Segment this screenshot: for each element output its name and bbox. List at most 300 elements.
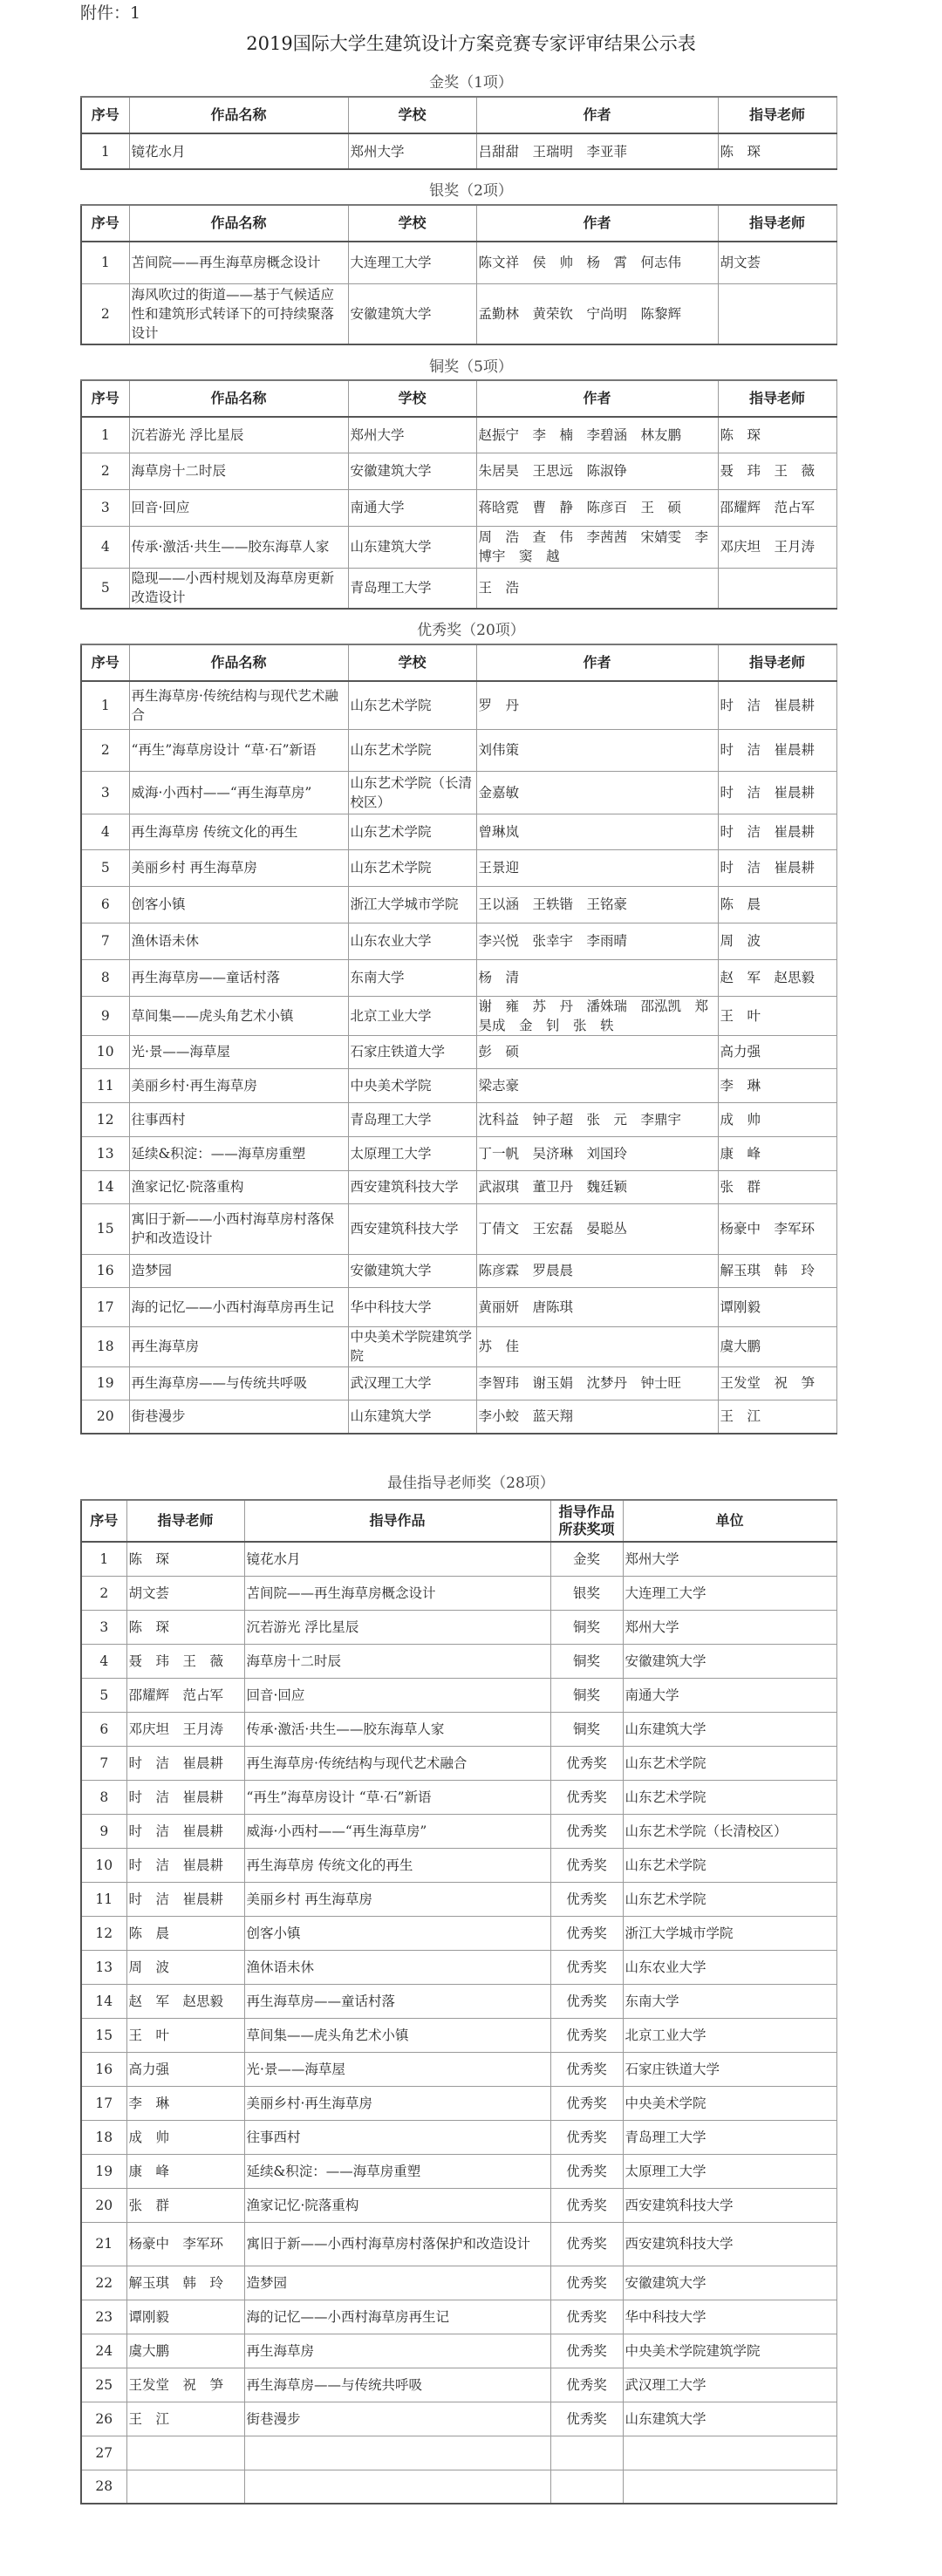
cell-authors: 丁倩文 王宏磊 晏聪丛 bbox=[476, 1203, 718, 1254]
cell-no: 6 bbox=[81, 1712, 126, 1746]
cell-mentor: 康 峰 bbox=[718, 1136, 836, 1170]
cell-mentor: 高力强 bbox=[718, 1035, 836, 1068]
cell-mentor bbox=[126, 2470, 244, 2504]
col-header-mentor: 指导老师 bbox=[126, 1500, 244, 1542]
cell-no: 9 bbox=[81, 1814, 126, 1848]
cell-mentor: 成 帅 bbox=[718, 1102, 836, 1136]
table-row bbox=[81, 1366, 836, 1400]
cell-work: 传承·激活·共生——胶东海草人家 bbox=[244, 1712, 550, 1746]
cell-mentor: 胡文荟 bbox=[126, 1576, 244, 1610]
cell-mentor: 解玉琪 韩 玲 bbox=[718, 1254, 836, 1287]
cell-work: 再生海草房——童话村落 bbox=[244, 1984, 550, 2018]
table-row bbox=[81, 417, 836, 453]
bronze-section-label: 铜奖（5项） bbox=[429, 358, 513, 376]
cell-authors: 黄丽妍 唐陈琪 bbox=[476, 1287, 718, 1326]
table-row bbox=[81, 849, 836, 886]
col-header-authors: 作者 bbox=[476, 644, 718, 681]
cell-work: 往事西村 bbox=[129, 1102, 348, 1136]
cell-no: 4 bbox=[81, 814, 129, 849]
cell-no: 3 bbox=[81, 1610, 126, 1644]
cell-work: 回音·回应 bbox=[129, 489, 348, 526]
table-row bbox=[81, 283, 836, 344]
cell-school: 西安建筑科技大学 bbox=[348, 1203, 476, 1254]
cell-award: 优秀奖 bbox=[550, 2334, 623, 2368]
cell-work: 威海·小西村——“再生海草房” bbox=[244, 1814, 550, 1848]
cell-mentor: 赵 军 赵思毅 bbox=[126, 1984, 244, 2018]
cell-work: 草间集——虎头角艺术小镇 bbox=[129, 996, 348, 1035]
cell-school: 郑州大学 bbox=[348, 417, 476, 453]
cell-work: 再生海草房——与传统共呼吸 bbox=[129, 1366, 348, 1400]
table-row bbox=[81, 1326, 836, 1366]
cell-school: 中央美术学院建筑学院 bbox=[348, 1326, 476, 1366]
cell-mentor: 高力强 bbox=[126, 2052, 244, 2086]
cell-mentor bbox=[718, 283, 836, 344]
cell-no: 13 bbox=[81, 1136, 129, 1170]
cell-no: 28 bbox=[81, 2470, 126, 2504]
cell-no: 15 bbox=[81, 2018, 126, 2052]
cell-mentor: 解玉琪 韩 玲 bbox=[126, 2266, 244, 2300]
cell-work: 街巷漫步 bbox=[244, 2402, 550, 2436]
cell-mentor: 谭刚毅 bbox=[126, 2300, 244, 2334]
col-header-no: 序号 bbox=[81, 644, 129, 681]
cell-school: 青岛理工大学 bbox=[348, 1102, 476, 1136]
table-row bbox=[81, 2086, 836, 2120]
cell-award: 优秀奖 bbox=[550, 2052, 623, 2086]
cell-authors: 李小蛟 蓝天翔 bbox=[476, 1400, 718, 1434]
cell-award: 优秀奖 bbox=[550, 2402, 623, 2436]
cell-unit: 山东艺术学院 bbox=[623, 1780, 836, 1814]
cell-no: 11 bbox=[81, 1882, 126, 1916]
cell-unit: 山东农业大学 bbox=[623, 1950, 836, 1984]
cell-mentor: 时 洁 崔晨耕 bbox=[126, 1848, 244, 1882]
cell-school: 山东建筑大学 bbox=[348, 526, 476, 568]
cell-mentor: 张 群 bbox=[126, 2188, 244, 2222]
cell-work: 寓旧于新——小西村海草房村落保护和改造设计 bbox=[129, 1203, 348, 1254]
cell-no: 27 bbox=[81, 2436, 126, 2470]
cell-school: 西安建筑科技大学 bbox=[348, 1170, 476, 1203]
cell-authors: 梁志豪 bbox=[476, 1068, 718, 1102]
cell-work: 再生海草房——童话村落 bbox=[129, 959, 348, 996]
cell-unit: 山东艺术学院 bbox=[623, 1746, 836, 1780]
cell-mentor: 陈 琛 bbox=[718, 133, 836, 169]
cell-work: 再生海草房 bbox=[244, 2334, 550, 2368]
cell-mentor: 时 洁 崔晨耕 bbox=[718, 729, 836, 771]
cell-work: 草间集——虎头角艺术小镇 bbox=[244, 2018, 550, 2052]
cell-no: 2 bbox=[81, 1576, 126, 1610]
table-row bbox=[81, 1254, 836, 1287]
table-row bbox=[81, 1712, 836, 1746]
cell-unit: 山东建筑大学 bbox=[623, 2402, 836, 2436]
cell-unit: 青岛理工大学 bbox=[623, 2120, 836, 2154]
table-row bbox=[81, 2154, 836, 2188]
cell-award: 优秀奖 bbox=[550, 1882, 623, 1916]
cell-no: 4 bbox=[81, 1644, 126, 1678]
cell-school: 山东艺术学院（长清校区） bbox=[348, 771, 476, 814]
cell-unit: 东南大学 bbox=[623, 1984, 836, 2018]
cell-unit: 山东艺术学院 bbox=[623, 1882, 836, 1916]
cell-award: 优秀奖 bbox=[550, 2222, 623, 2266]
silver-section-label: 银奖（2项） bbox=[429, 182, 513, 200]
table-row bbox=[81, 1984, 836, 2018]
cell-no: 18 bbox=[81, 2120, 126, 2154]
cell-no: 17 bbox=[81, 2086, 126, 2120]
cell-work bbox=[244, 2436, 550, 2470]
cell-award: 优秀奖 bbox=[550, 1950, 623, 1984]
cell-mentor: 胡文荟 bbox=[718, 242, 836, 283]
cell-unit bbox=[623, 2470, 836, 2504]
cell-no: 7 bbox=[81, 1746, 126, 1780]
cell-work: 海草房十二时辰 bbox=[129, 453, 348, 489]
cell-no: 15 bbox=[81, 1203, 129, 1254]
cell-award: 优秀奖 bbox=[550, 2188, 623, 2222]
cell-authors: 曾琳岚 bbox=[476, 814, 718, 849]
cell-award: 银奖 bbox=[550, 1576, 623, 1610]
cell-mentor: 时 洁 崔晨耕 bbox=[718, 849, 836, 886]
cell-unit: 华中科技大学 bbox=[623, 2300, 836, 2334]
cell-award: 铜奖 bbox=[550, 1644, 623, 1678]
cell-award: 优秀奖 bbox=[550, 2154, 623, 2188]
col-header-mentor: 指导老师 bbox=[718, 97, 836, 133]
cell-authors: 李智玮 谢玉娟 沈梦丹 钟士旺 bbox=[476, 1366, 718, 1400]
cell-no: 2 bbox=[81, 453, 129, 489]
cell-work: 沉若游光 浮比星辰 bbox=[129, 417, 348, 453]
cell-authors: 刘伟策 bbox=[476, 729, 718, 771]
cell-mentor: 虞大鹏 bbox=[718, 1326, 836, 1366]
cell-no: 11 bbox=[81, 1068, 129, 1102]
table-row bbox=[81, 1950, 836, 1984]
cell-work: 往事西村 bbox=[244, 2120, 550, 2154]
table-row bbox=[81, 2052, 836, 2086]
cell-mentor: 时 洁 崔晨耕 bbox=[126, 1780, 244, 1814]
table-row bbox=[81, 1644, 836, 1678]
bronze-table bbox=[80, 379, 837, 610]
cell-mentor: 邵耀辉 范占军 bbox=[718, 489, 836, 526]
cell-work: 海的记忆——小西村海草房再生记 bbox=[129, 1287, 348, 1326]
cell-award: 优秀奖 bbox=[550, 2368, 623, 2402]
gold-table bbox=[80, 96, 837, 170]
cell-work: 创客小镇 bbox=[129, 886, 348, 923]
cell-no: 24 bbox=[81, 2334, 126, 2368]
cell-mentor bbox=[718, 568, 836, 609]
cell-award: 优秀奖 bbox=[550, 2086, 623, 2120]
cell-school: 山东艺术学院 bbox=[348, 729, 476, 771]
table-row bbox=[81, 729, 836, 771]
cell-no: 4 bbox=[81, 526, 129, 568]
cell-unit: 南通大学 bbox=[623, 1678, 836, 1712]
cell-school: 山东建筑大学 bbox=[348, 1400, 476, 1434]
silver-table bbox=[80, 204, 837, 345]
cell-mentor: 王 江 bbox=[718, 1400, 836, 1434]
cell-authors: 王景迎 bbox=[476, 849, 718, 886]
cell-work: 美丽乡村 再生海草房 bbox=[129, 849, 348, 886]
table-row bbox=[81, 1203, 836, 1254]
cell-no: 21 bbox=[81, 2222, 126, 2266]
cell-work: 创客小镇 bbox=[244, 1916, 550, 1950]
cell-work: 苫间院——再生海草房概念设计 bbox=[244, 1576, 550, 1610]
mentors-section-label: 最佳指导老师奖（28项） bbox=[387, 1475, 555, 1492]
cell-mentor bbox=[126, 2436, 244, 2470]
cell-mentor: 时 洁 崔晨耕 bbox=[126, 1814, 244, 1848]
cell-authors: 沈科益 钟子超 张 元 李鼎宇 bbox=[476, 1102, 718, 1136]
col-header-mentor: 指导老师 bbox=[718, 205, 836, 242]
cell-no: 8 bbox=[81, 1780, 126, 1814]
cell-authors: 苏 佳 bbox=[476, 1326, 718, 1366]
cell-no: 1 bbox=[81, 242, 129, 283]
cell-no: 16 bbox=[81, 2052, 126, 2086]
cell-work: 延续&积淀：——海草房重塑 bbox=[244, 2154, 550, 2188]
cell-no: 12 bbox=[81, 1916, 126, 1950]
cell-unit: 郑州大学 bbox=[623, 1542, 836, 1576]
cell-no: 8 bbox=[81, 959, 129, 996]
attachment-label: 附件：1 bbox=[80, 3, 141, 23]
table-row bbox=[81, 1035, 836, 1068]
table-row bbox=[81, 1848, 836, 1882]
cell-mentor: 陈 琛 bbox=[718, 417, 836, 453]
cell-no: 1 bbox=[81, 681, 129, 729]
cell-authors: 赵振宁 李 楠 李碧涵 林友鹏 bbox=[476, 417, 718, 453]
table-row bbox=[81, 1287, 836, 1326]
cell-work: 隐现——小西村规划及海草房更新改造设计 bbox=[129, 568, 348, 609]
cell-mentor: 陈 琛 bbox=[126, 1542, 244, 1576]
excellent-section-label: 优秀奖（20项） bbox=[417, 622, 525, 639]
table-row bbox=[81, 2368, 836, 2402]
col-header-work: 指导作品 bbox=[244, 1500, 550, 1542]
cell-school: 山东艺术学院 bbox=[348, 849, 476, 886]
table-row bbox=[81, 2470, 836, 2504]
table-row bbox=[81, 568, 836, 609]
cell-award: 优秀奖 bbox=[550, 2300, 623, 2334]
cell-work: 渔家记忆·院落重构 bbox=[244, 2188, 550, 2222]
cell-mentor: 王 江 bbox=[126, 2402, 244, 2436]
cell-school: 南通大学 bbox=[348, 489, 476, 526]
cell-work: 海的记忆——小西村海草房再生记 bbox=[244, 2300, 550, 2334]
table-row bbox=[81, 133, 836, 169]
cell-work: 美丽乡村·再生海草房 bbox=[244, 2086, 550, 2120]
cell-school: 武汉理工大学 bbox=[348, 1366, 476, 1400]
cell-work: 渔家记忆·院落重构 bbox=[129, 1170, 348, 1203]
table-row bbox=[81, 1916, 836, 1950]
cell-authors: 陈彦霖 罗晨晨 bbox=[476, 1254, 718, 1287]
cell-no: 20 bbox=[81, 2188, 126, 2222]
cell-authors: 金嘉敏 bbox=[476, 771, 718, 814]
cell-mentor: 王 叶 bbox=[126, 2018, 244, 2052]
table-row bbox=[81, 2334, 836, 2368]
table-row bbox=[81, 2018, 836, 2052]
col-header-award: 指导作品所获奖项 bbox=[550, 1500, 623, 1542]
cell-no: 7 bbox=[81, 923, 129, 959]
cell-mentor: 陈 琛 bbox=[126, 1610, 244, 1644]
cell-unit: 山东建筑大学 bbox=[623, 1712, 836, 1746]
cell-mentor: 时 洁 崔晨耕 bbox=[126, 1882, 244, 1916]
col-header-unit: 单位 bbox=[623, 1500, 836, 1542]
cell-authors: 王以涵 王轶锴 王铭豪 bbox=[476, 886, 718, 923]
cell-unit bbox=[623, 2436, 836, 2470]
cell-work: 沉若游光 浮比星辰 bbox=[244, 1610, 550, 1644]
cell-work: 威海·小西村——“再生海草房” bbox=[129, 771, 348, 814]
cell-unit: 山东艺术学院 bbox=[623, 1848, 836, 1882]
cell-authors: 李兴悦 张幸宇 李雨晴 bbox=[476, 923, 718, 959]
cell-work: 传承·激活·共生——胶东海草人家 bbox=[129, 526, 348, 568]
cell-mentor: 杨豪中 李军环 bbox=[718, 1203, 836, 1254]
cell-no: 6 bbox=[81, 886, 129, 923]
cell-award: 金奖 bbox=[550, 1542, 623, 1576]
cell-authors: 杨 清 bbox=[476, 959, 718, 996]
cell-no: 16 bbox=[81, 1254, 129, 1287]
cell-no: 23 bbox=[81, 2300, 126, 2334]
cell-school: 华中科技大学 bbox=[348, 1287, 476, 1326]
table-row bbox=[81, 681, 836, 729]
cell-no: 1 bbox=[81, 133, 129, 169]
cell-work: 再生海草房·传统结构与现代艺术融合 bbox=[129, 681, 348, 729]
cell-no: 2 bbox=[81, 729, 129, 771]
cell-mentor: 张 群 bbox=[718, 1170, 836, 1203]
cell-mentor: 李 琳 bbox=[126, 2086, 244, 2120]
table-row bbox=[81, 1576, 836, 1610]
col-header-school: 学校 bbox=[348, 380, 476, 417]
cell-award: 优秀奖 bbox=[550, 2018, 623, 2052]
cell-unit: 北京工业大学 bbox=[623, 2018, 836, 2052]
cell-school: 太原理工大学 bbox=[348, 1136, 476, 1170]
cell-mentor: 聂 玮 王 薇 bbox=[126, 1644, 244, 1678]
table-row bbox=[81, 2436, 836, 2470]
cell-authors: 周 浩 查 伟 李茜茜 宋婧雯 李博宇 窦 越 bbox=[476, 526, 718, 568]
cell-mentor: 时 洁 崔晨耕 bbox=[126, 1746, 244, 1780]
cell-unit: 石家庄铁道大学 bbox=[623, 2052, 836, 2086]
cell-school: 东南大学 bbox=[348, 959, 476, 996]
cell-mentor: 康 峰 bbox=[126, 2154, 244, 2188]
cell-mentor: 王发堂 祝 笋 bbox=[718, 1366, 836, 1400]
cell-no: 19 bbox=[81, 1366, 129, 1400]
col-header-work: 作品名称 bbox=[129, 205, 348, 242]
cell-unit: 浙江大学城市学院 bbox=[623, 1916, 836, 1950]
cell-mentor: 杨豪中 李军环 bbox=[126, 2222, 244, 2266]
cell-school: 大连理工大学 bbox=[348, 242, 476, 283]
table-row bbox=[81, 1170, 836, 1203]
cell-no: 18 bbox=[81, 1326, 129, 1366]
cell-award: 优秀奖 bbox=[550, 2120, 623, 2154]
cell-work: 光·景——海草屋 bbox=[129, 1035, 348, 1068]
cell-work: 延续&积淀：——海草房重塑 bbox=[129, 1136, 348, 1170]
cell-unit: 郑州大学 bbox=[623, 1610, 836, 1644]
col-header-no: 序号 bbox=[81, 380, 129, 417]
cell-no: 14 bbox=[81, 1984, 126, 2018]
excellent-table bbox=[80, 644, 837, 1435]
cell-no: 19 bbox=[81, 2154, 126, 2188]
cell-mentor: 邓庆坦 王月涛 bbox=[718, 526, 836, 568]
table-row bbox=[81, 923, 836, 959]
col-header-school: 学校 bbox=[348, 97, 476, 133]
col-header-no: 序号 bbox=[81, 97, 129, 133]
cell-work: 再生海草房 bbox=[129, 1326, 348, 1366]
cell-mentor: 时 洁 崔晨耕 bbox=[718, 681, 836, 729]
cell-no: 5 bbox=[81, 568, 129, 609]
cell-school: 安徽建筑大学 bbox=[348, 453, 476, 489]
table-row bbox=[81, 2222, 836, 2266]
cell-award: 优秀奖 bbox=[550, 1746, 623, 1780]
cell-no: 3 bbox=[81, 771, 129, 814]
cell-mentor: 周 波 bbox=[718, 923, 836, 959]
cell-mentor: 时 洁 崔晨耕 bbox=[718, 814, 836, 849]
cell-no: 5 bbox=[81, 849, 129, 886]
cell-work: 镜花水月 bbox=[244, 1542, 550, 1576]
cell-work: 苫间院——再生海草房概念设计 bbox=[129, 242, 348, 283]
cell-no: 1 bbox=[81, 1542, 126, 1576]
table-row bbox=[81, 1678, 836, 1712]
cell-authors: 谢 雍 苏 丹 潘姝瑞 邵泓凯 郑昊成 金 钊 张 轶 bbox=[476, 996, 718, 1035]
cell-school: 北京工业大学 bbox=[348, 996, 476, 1035]
cell-work: 光·景——海草屋 bbox=[244, 2052, 550, 2086]
cell-mentor: 聂 玮 王 薇 bbox=[718, 453, 836, 489]
cell-award: 优秀奖 bbox=[550, 2266, 623, 2300]
table-row bbox=[81, 1136, 836, 1170]
cell-work: 美丽乡村·再生海草房 bbox=[129, 1068, 348, 1102]
cell-school: 青岛理工大学 bbox=[348, 568, 476, 609]
cell-unit: 安徽建筑大学 bbox=[623, 2266, 836, 2300]
cell-award: 优秀奖 bbox=[550, 1780, 623, 1814]
cell-award bbox=[550, 2436, 623, 2470]
cell-mentor: 谭刚毅 bbox=[718, 1287, 836, 1326]
cell-award: 优秀奖 bbox=[550, 1916, 623, 1950]
col-header-work: 作品名称 bbox=[129, 380, 348, 417]
cell-no: 22 bbox=[81, 2266, 126, 2300]
cell-work: 美丽乡村 再生海草房 bbox=[244, 1882, 550, 1916]
gold-section-label: 金奖（1项） bbox=[429, 74, 513, 92]
cell-no: 1 bbox=[81, 417, 129, 453]
table-row bbox=[81, 1610, 836, 1644]
cell-work bbox=[244, 2470, 550, 2504]
cell-no: 10 bbox=[81, 1848, 126, 1882]
col-header-authors: 作者 bbox=[476, 205, 718, 242]
table-row bbox=[81, 1814, 836, 1848]
cell-work: “再生”海草房设计 “草·石”新语 bbox=[244, 1780, 550, 1814]
cell-work: 渔休语未休 bbox=[129, 923, 348, 959]
table-row bbox=[81, 2188, 836, 2222]
cell-no: 20 bbox=[81, 1400, 129, 1434]
cell-school: 中央美术学院 bbox=[348, 1068, 476, 1102]
cell-work: 渔休语未休 bbox=[244, 1950, 550, 1984]
table-row bbox=[81, 242, 836, 283]
table-row bbox=[81, 1746, 836, 1780]
cell-mentor: 王发堂 祝 笋 bbox=[126, 2368, 244, 2402]
cell-no: 5 bbox=[81, 1678, 126, 1712]
col-header-school: 学校 bbox=[348, 205, 476, 242]
table-row bbox=[81, 2300, 836, 2334]
col-header-authors: 作者 bbox=[476, 380, 718, 417]
col-header-authors: 作者 bbox=[476, 97, 718, 133]
cell-school: 安徽建筑大学 bbox=[348, 283, 476, 344]
cell-authors: 蒋晗霓 曹 静 陈彦百 王 硕 bbox=[476, 489, 718, 526]
cell-mentor: 赵 军 赵思毅 bbox=[718, 959, 836, 996]
cell-authors: 朱居昊 王思远 陈淑铮 bbox=[476, 453, 718, 489]
table-row bbox=[81, 2402, 836, 2436]
table-row bbox=[81, 2266, 836, 2300]
col-header-mentor: 指导老师 bbox=[718, 380, 836, 417]
table-row bbox=[81, 1102, 836, 1136]
cell-mentor: 邓庆坦 王月涛 bbox=[126, 1712, 244, 1746]
cell-authors: 丁一帆 吴济琳 刘国玲 bbox=[476, 1136, 718, 1170]
cell-unit: 武汉理工大学 bbox=[623, 2368, 836, 2402]
col-header-work: 作品名称 bbox=[129, 97, 348, 133]
cell-school: 山东艺术学院 bbox=[348, 681, 476, 729]
cell-authors: 彭 硕 bbox=[476, 1035, 718, 1068]
cell-award: 优秀奖 bbox=[550, 1814, 623, 1848]
cell-work: 寓旧于新——小西村海草房村落保护和改造设计 bbox=[244, 2222, 550, 2266]
cell-school: 安徽建筑大学 bbox=[348, 1254, 476, 1287]
table-row bbox=[81, 2120, 836, 2154]
cell-no: 10 bbox=[81, 1035, 129, 1068]
col-header-no: 序号 bbox=[81, 1500, 126, 1542]
table-row bbox=[81, 1780, 836, 1814]
